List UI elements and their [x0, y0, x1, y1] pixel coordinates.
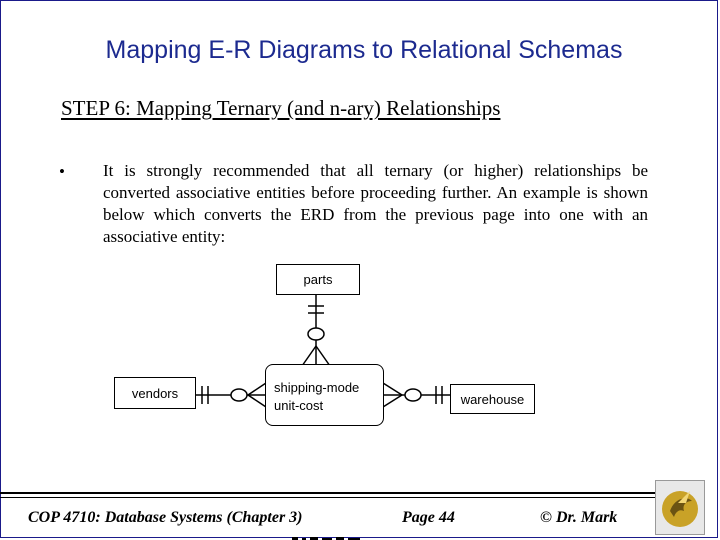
entity-vendors	[114, 377, 196, 409]
body-paragraph: It is strongly recommended that all ternary (or higher) relationships be converted associative entities before proceeding further. An example is shown below which converts the ERD from the previous page into one with an associative entity:	[103, 161, 648, 246]
parts-crowfoot-right	[316, 346, 330, 366]
footer-page: Page 44	[402, 509, 455, 526]
assoc-attr-shipping-mode: shipping-mode	[274, 380, 360, 395]
entity-parts-label: parts	[303, 272, 333, 287]
warehouse-circle	[405, 389, 421, 401]
bullet-marker: •	[59, 162, 65, 181]
footer-rule-bottom	[0, 497, 655, 498]
footer-overflow-text	[290, 530, 365, 540]
step-heading: STEP 6: Mapping Ternary (and n-ary) Relationships	[61, 96, 501, 120]
warehouse-crowfoot-top	[383, 383, 402, 395]
slide-title: Mapping E-R Diagrams to Relational Schemas	[105, 36, 623, 64]
assoc-attr-unit-cost: unit-cost	[274, 398, 324, 413]
entity-parts	[276, 264, 360, 295]
vendors-crowfoot-top	[248, 383, 266, 395]
entity-vendors-label: vendors	[131, 385, 179, 401]
parts-crowfoot-left	[302, 346, 316, 366]
pegasus-logo-icon	[656, 481, 704, 534]
vendors-crowfoot-bottom	[248, 395, 266, 407]
vendors-circle	[231, 389, 247, 401]
warehouse-crowfoot-bottom	[383, 395, 402, 407]
entity-warehouse	[450, 384, 535, 414]
footer-rule-top	[0, 492, 655, 494]
university-logo	[655, 480, 705, 535]
entity-warehouse-label: warehouse	[460, 391, 525, 407]
footer-course: COP 4710: Database Systems (Chapter 3)	[28, 509, 303, 526]
footer-author: © Dr. Mark	[540, 509, 618, 526]
parts-circle	[308, 328, 324, 340]
associative-entity	[265, 364, 384, 426]
